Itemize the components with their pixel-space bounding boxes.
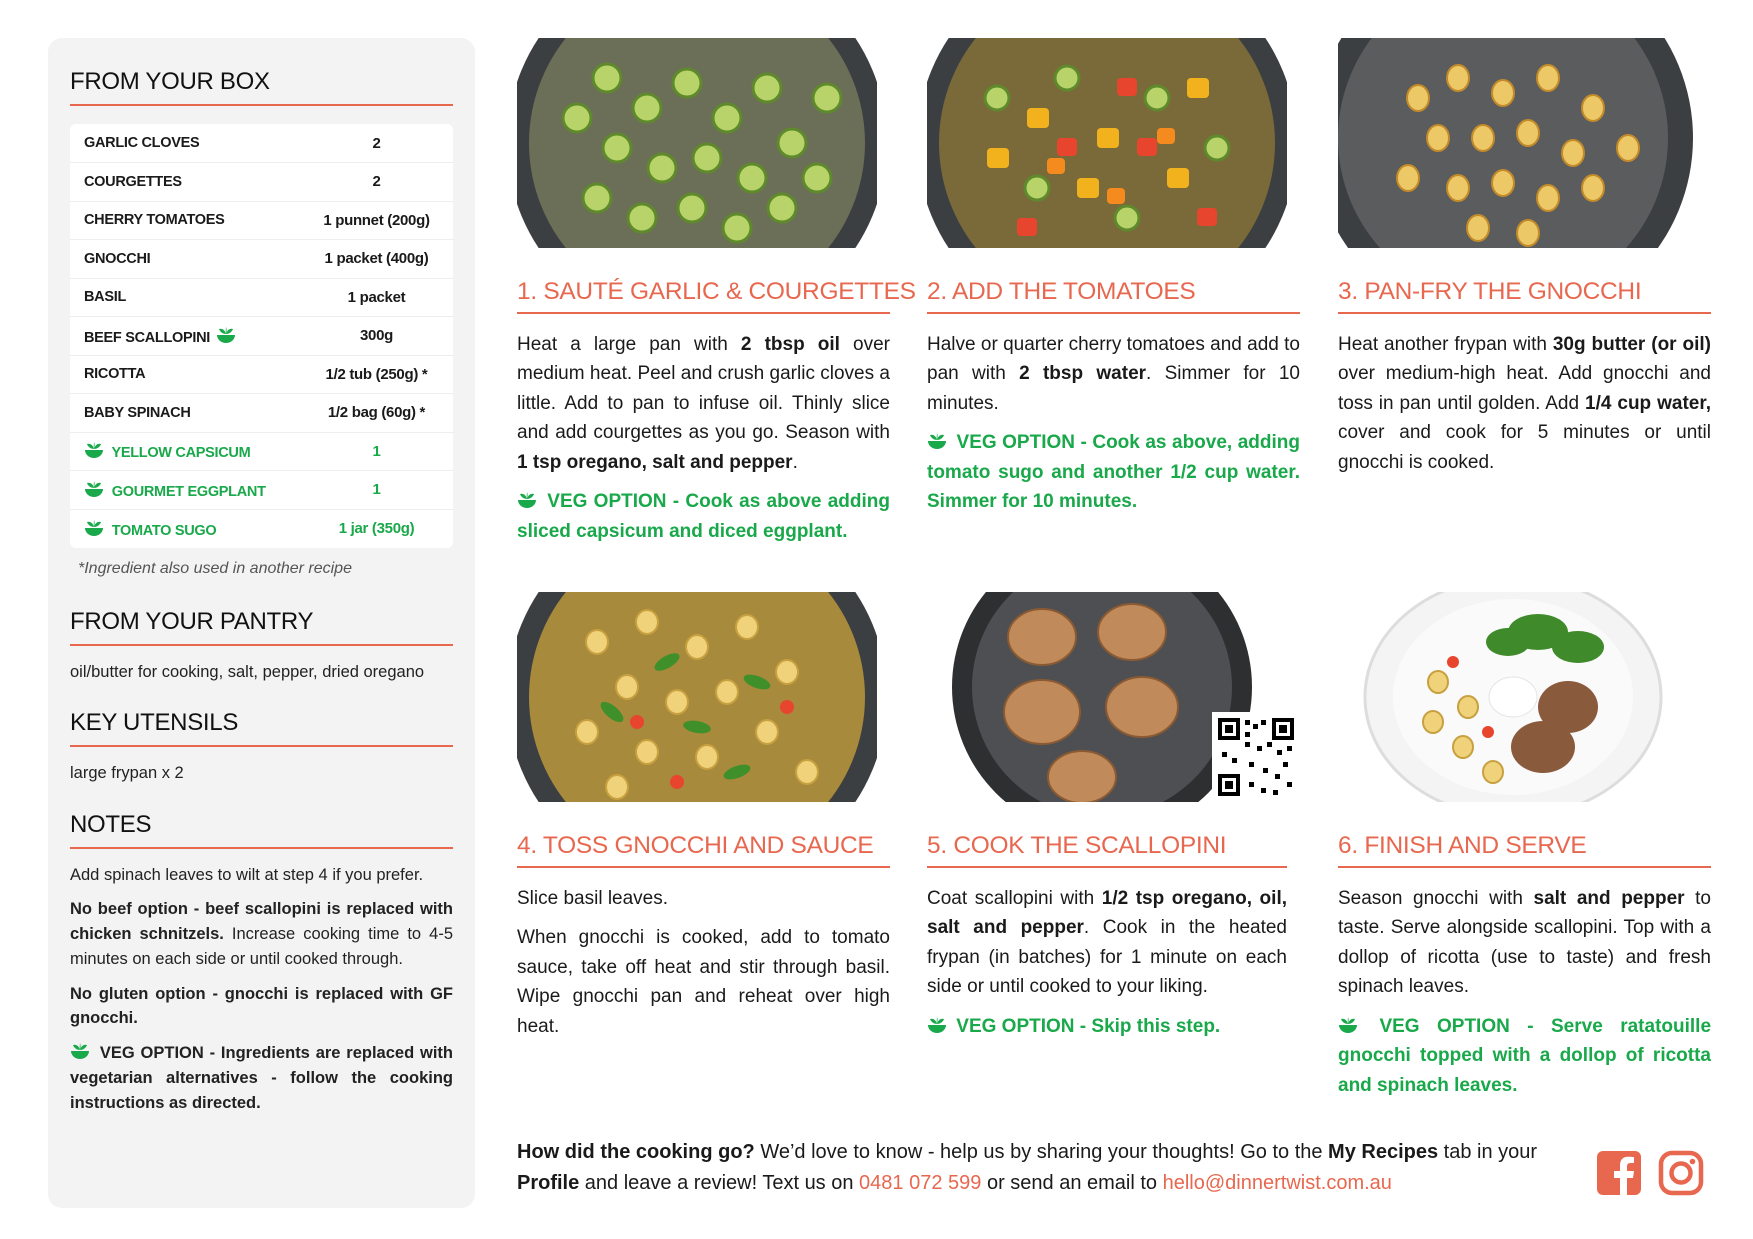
ingredient-name-cell [70, 471, 300, 510]
step-5-veg-text: VEG OPTION - Skip this step. [956, 1015, 1221, 1037]
step-1-title: 1. SAUTÉ GARLIC & COURGETTES [517, 278, 890, 314]
ingredient-row [70, 471, 453, 510]
ingredient-qty: 1 packet [300, 278, 453, 317]
step-3-title: 3. PAN-FRY THE GNOCCHI [1338, 278, 1711, 314]
ingredient-row [70, 317, 453, 356]
ingredient-name-cell [70, 163, 300, 202]
t: Halve or quarter cherry tomatoes and add to pan with [927, 334, 1300, 385]
step-6-veg-text: VEG OPTION - Serve ratatouille gnocchi topped with a dollop of ricotta and spinach leaves. [1338, 1015, 1712, 1096]
note-no-gluten [70, 982, 453, 1032]
t: cover and cook for 5 minutes or until gnocchi is cooked. [1338, 422, 1711, 473]
step-2-title: 2. ADD THE TOMATOES [927, 278, 1300, 314]
feedback-footer [517, 1137, 1577, 1199]
step-1-veg-option [517, 487, 890, 546]
leaf-bowl-icon [216, 326, 236, 344]
step-2 [927, 38, 1300, 527]
footer-text: or send an email to [981, 1172, 1163, 1194]
ingredient-row [70, 509, 453, 548]
footer-question: How did the cooking go? [517, 1141, 755, 1163]
ingredients-sidebar [48, 38, 475, 1208]
step-2-veg-option [927, 428, 1300, 516]
footer-text: tab in your [1438, 1141, 1538, 1163]
ingredient-row [70, 278, 453, 317]
note-veg-option [70, 1041, 453, 1115]
note-no-gluten-bold: No gluten option - gnocchi is replaced with GF gnocchi. [70, 984, 453, 1028]
leaf-bowl-icon [84, 480, 104, 498]
t: Season gnocchi with [1338, 888, 1534, 909]
ingredient-qty: 1/2 bag (60g) * [300, 394, 453, 433]
note-veg-text: VEG OPTION - Ingredients are replaced with vegetarian alternatives - follow the cooking instructions as directed. [70, 1044, 453, 1112]
note-no-beef-bold: No beef option - beef scallopini is replaced with chicken schnitzels. [70, 900, 453, 944]
ingredient-qty: 1 [300, 432, 453, 471]
leaf-bowl-icon [517, 491, 537, 509]
ingredient-name: GARLIC CLOVES [84, 135, 200, 151]
ingredient-name: YELLOW CAPSICUM [111, 445, 251, 462]
ingredient-name-cell [70, 278, 300, 317]
ingredient-qty: 1 jar (350g) [338, 520, 415, 537]
ingredient-name: BEEF SCALLOPINI [84, 329, 211, 346]
step-4-text-1: Slice basil leaves. [517, 888, 669, 909]
t: to taste. Serve alongside scallopini. Top with a dollop of ricotta (use to taste) and fresh spinach leaves. [1338, 888, 1712, 998]
footer-text: and leave a review! Text us on [579, 1172, 860, 1194]
ingredient-name: BABY SPINACH [84, 404, 191, 421]
phone-link[interactable]: 0481 072 599 [859, 1172, 982, 1194]
step-4-text-2: When gnocchi is cooked, add to tomato sauce, take off heat and stir through basil. Wipe gnocchi pan and reheat over high heat. [517, 927, 890, 1037]
ingredient-row [70, 201, 453, 240]
note-no-beef [70, 897, 453, 971]
instagram-icon[interactable] [1658, 1150, 1704, 1196]
step-5-title: 5. COOK THE SCALLOPINI [927, 832, 1287, 868]
step-1 [517, 38, 916, 556]
step-3 [1338, 38, 1711, 487]
step-5 [927, 592, 1300, 1051]
step-5-veg-option [927, 1012, 1300, 1041]
t: . Simmer for 10 minutes. [927, 363, 1300, 414]
ingredient-qty: 1 [300, 471, 453, 510]
pantry-text: oil/butter for cooking, salt, pepper, dried oregano [70, 662, 425, 681]
ingredient-name-cell [70, 394, 300, 433]
ingredient-qty: 2 [300, 124, 453, 163]
ingredient-row [70, 124, 453, 163]
t: Coat scallopini with [927, 888, 1102, 909]
notes-section [70, 811, 453, 1116]
email-link[interactable]: hello@dinnertwist.com.au [1162, 1172, 1392, 1194]
ingredient-name: BASIL [84, 289, 127, 306]
ingredient-row [70, 240, 453, 279]
ingredient-name-cell [70, 355, 300, 394]
step-5-text [927, 884, 1287, 1002]
step-4-title: 4. TOSS GNOCCHI AND SAUCE [517, 832, 890, 868]
leaf-bowl-icon [927, 432, 947, 450]
facebook-icon[interactable] [1596, 1150, 1642, 1196]
step-6-title: 6. FINISH AND SERVE [1338, 832, 1711, 868]
step-6-photo-plated-dish [1338, 592, 1698, 802]
step-2-veg-text: VEG OPTION - Cook as above, adding tomato sugo and another 1/2 cup water. Simmer for 10 minutes. [927, 432, 1300, 513]
step-6 [1338, 592, 1711, 1110]
ingredient-name: CHERRY TOMATOES [84, 212, 225, 229]
step-1-photo-courgettes-pan [517, 38, 877, 248]
b: 1/2 tsp oregano, oil, salt and pepper [927, 888, 1288, 939]
ingredient-name-cell [70, 317, 300, 356]
t: . Cook in the heated frypan (in batches) for 1 minute on each side or until cooked to your liking. [927, 917, 1287, 998]
leaf-bowl-icon [1338, 1016, 1358, 1034]
step-3-text [1338, 330, 1711, 477]
ingredient-name: RICOTTA [84, 366, 146, 383]
footer-text: We’d love to know - help us by sharing your thoughts! Go to the [754, 1141, 1329, 1163]
b: 2 tbsp water [1019, 363, 1147, 385]
ingredient-row [70, 163, 453, 202]
t: . [792, 451, 798, 473]
note-no-beef-rest: Increase cooking time to 4-5 minutes on each side or until cooked through. [70, 925, 453, 968]
b: 1 tsp oregano, salt and pepper [517, 451, 793, 473]
leaf-bowl-icon [70, 1042, 90, 1060]
ingredient-row [70, 355, 453, 394]
my-recipes-link[interactable]: My Recipes [1328, 1141, 1439, 1163]
ingredient-name-cell [70, 509, 300, 548]
ingredient-row [70, 432, 453, 471]
ingredient-name-cell [70, 124, 300, 163]
qr-code-icon [1212, 712, 1300, 802]
ingredient-name-cell [70, 432, 300, 471]
step-2-photo-tomatoes-pan [927, 38, 1287, 248]
utensils-text: large frypan x 2 [70, 764, 184, 783]
ingredients-table [70, 124, 453, 548]
b: salt and pepper [1533, 888, 1685, 909]
step-6-text [1338, 884, 1711, 1002]
leaf-bowl-icon [84, 519, 104, 537]
b: 2 tbsp oil [740, 334, 840, 355]
ingredient-qty: 1/2 tub (250g) * [300, 355, 453, 394]
ingredient-row [70, 394, 453, 433]
ingredient-name: GNOCCHI [84, 250, 151, 267]
ingredient-qty: 2 [300, 163, 453, 202]
ingredient-name: COURGETTES [84, 173, 182, 190]
step-6-veg-option [1338, 1012, 1711, 1100]
profile-link[interactable]: Profile [517, 1172, 580, 1194]
ingredient-name: TOMATO SUGO [111, 522, 217, 539]
from-your-box-heading: FROM YOUR BOX [70, 68, 453, 106]
ingredient-name: GOURMET EGGPLANT [111, 483, 266, 500]
ingredient-name-cell [70, 240, 300, 279]
ingredient-qty: 1 packet (400g) [300, 240, 453, 279]
ingredient-qty: 1 punnet (200g) [300, 201, 453, 240]
key-utensils-heading: KEY UTENSILS [70, 709, 453, 747]
ingredient-name-cell [70, 201, 300, 240]
leaf-bowl-icon [84, 441, 104, 459]
notes-heading: NOTES [70, 811, 453, 849]
from-your-pantry-heading: FROM YOUR PANTRY [70, 608, 453, 646]
t: Heat another frypan with [1338, 334, 1553, 355]
step-4 [517, 592, 890, 1051]
t: Heat a large pan with [517, 334, 741, 355]
t: over medium-high heat. Add gnocchi and toss in pan until golden. Add [1338, 363, 1711, 414]
leaf-bowl-icon [927, 1016, 947, 1034]
step-4-photo-gnocchi-sauce-pan [517, 592, 877, 802]
step-1-veg-text: VEG OPTION - Cook as above adding sliced capsicum and diced eggplant. [517, 491, 891, 542]
ingredient-qty: 300g [300, 317, 453, 356]
step-5-photo-scallopini-pan [927, 592, 1300, 802]
ingredient-footnote: *Ingredient also used in another recipe [78, 559, 352, 577]
step-3-photo-gnocchi-pan [1338, 38, 1698, 248]
t: over medium heat. Peel and crush garlic cloves a little. Add to pan to infuse oil. Thinly slice and add courgettes as you go. Season with [517, 334, 890, 444]
note-spinach: Add spinach leaves to wilt at step 4 if you prefer. [70, 865, 424, 884]
step-1-text [517, 330, 890, 477]
b: 30g butter (or oil) [1552, 334, 1711, 355]
b: 1/4 cup water, [1585, 392, 1711, 414]
step-2-text [927, 330, 1300, 418]
